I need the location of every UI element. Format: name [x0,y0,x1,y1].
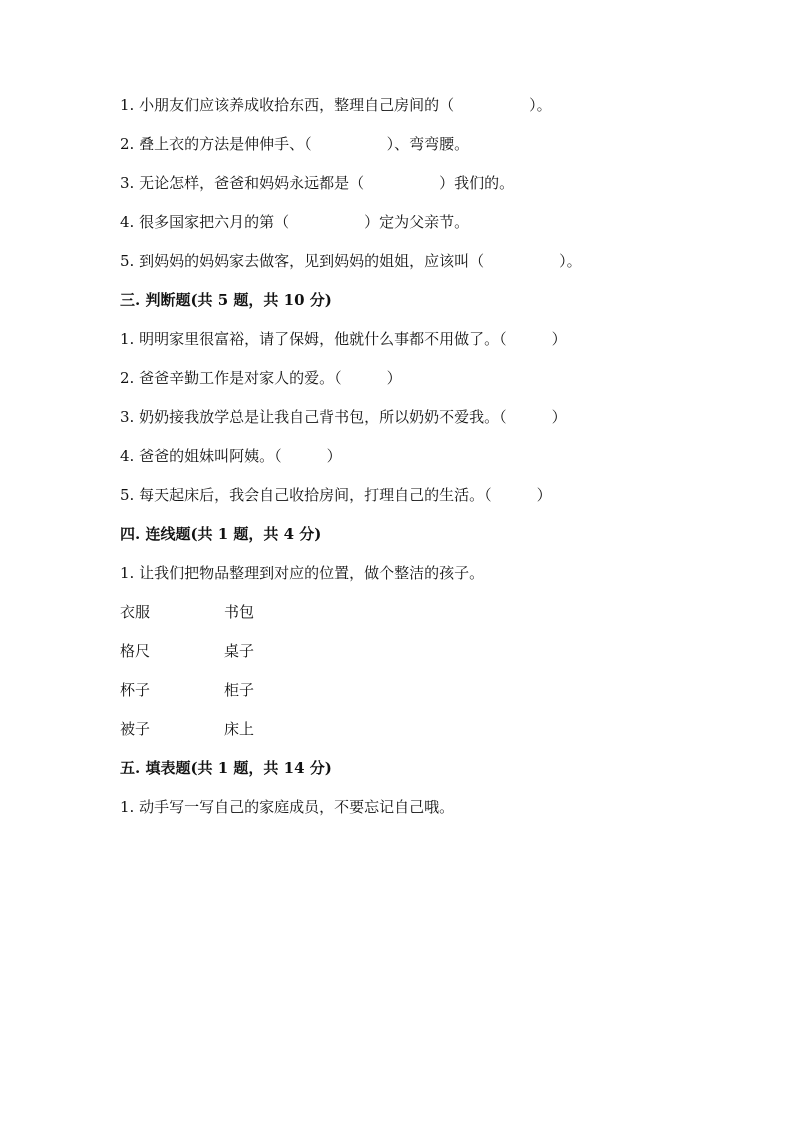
matching-item-left: 格尺 [120,642,151,660]
fill-blank-question-4: 4. 很多国家把六月的第（ ）定为父亲节。 [120,213,470,231]
fill-blank-question-1: 1. 小朋友们应该养成收拾东西，整理自己房间的（ ）。 [120,96,552,114]
section-title-table: 五. 填表题(共 1 题，共 14 分) [120,759,332,777]
matching-item-left: 杯子 [120,681,151,699]
matching-item-right: 床上 [224,720,255,738]
judgement-question-5: 5. 每天起床后，我会自己收拾房间，打理自己的生活。（ ） [120,486,552,504]
judgement-question-1: 1. 明明家里很富裕，请了保姆，他就什么事都不用做了。（ ） [120,330,567,348]
judgement-question-4: 4. 爸爸的姐妹叫阿姨。（ ） [120,447,342,465]
matching-row [120,640,720,679]
judgement-question-2: 2. 爸爸辛勤工作是对家人的爱。（ ） [120,369,402,387]
worksheet [120,94,720,835]
matching-item-right: 桌子 [224,642,255,660]
matching-item-left: 衣服 [120,603,151,621]
matching-item-right: 柜子 [224,681,255,699]
matching-row [120,718,720,757]
matching-item-left: 被子 [120,720,151,738]
matching-row [120,679,720,718]
fill-blank-question-3: 3. 无论怎样，爸爸和妈妈永远都是（ ）我们的。 [120,174,515,192]
section-title-judgement: 三. 判断题(共 5 题，共 10 分) [120,291,332,309]
table-question: 1. 动手写一写自己的家庭成员，不要忘记自己哦。 [120,798,455,816]
matching-row [120,601,720,640]
fill-blank-question-2: 2. 叠上衣的方法是伸伸手、（ ）、弯弯腰。 [120,135,470,153]
judgement-question-3: 3. 奶奶接我放学总是让我自己背书包，所以奶奶不爱我。（ ） [120,408,567,426]
matching-item-right: 书包 [224,603,255,621]
fill-blank-question-5: 5. 到妈妈的妈妈家去做客，见到妈妈的姐姐，应该叫（ ）。 [120,252,582,270]
matching-question: 1. 让我们把物品整理到对应的位置，做个整洁的孩子。 [120,564,485,582]
section-title-matching: 四. 连线题(共 1 题，共 4 分) [120,525,322,543]
